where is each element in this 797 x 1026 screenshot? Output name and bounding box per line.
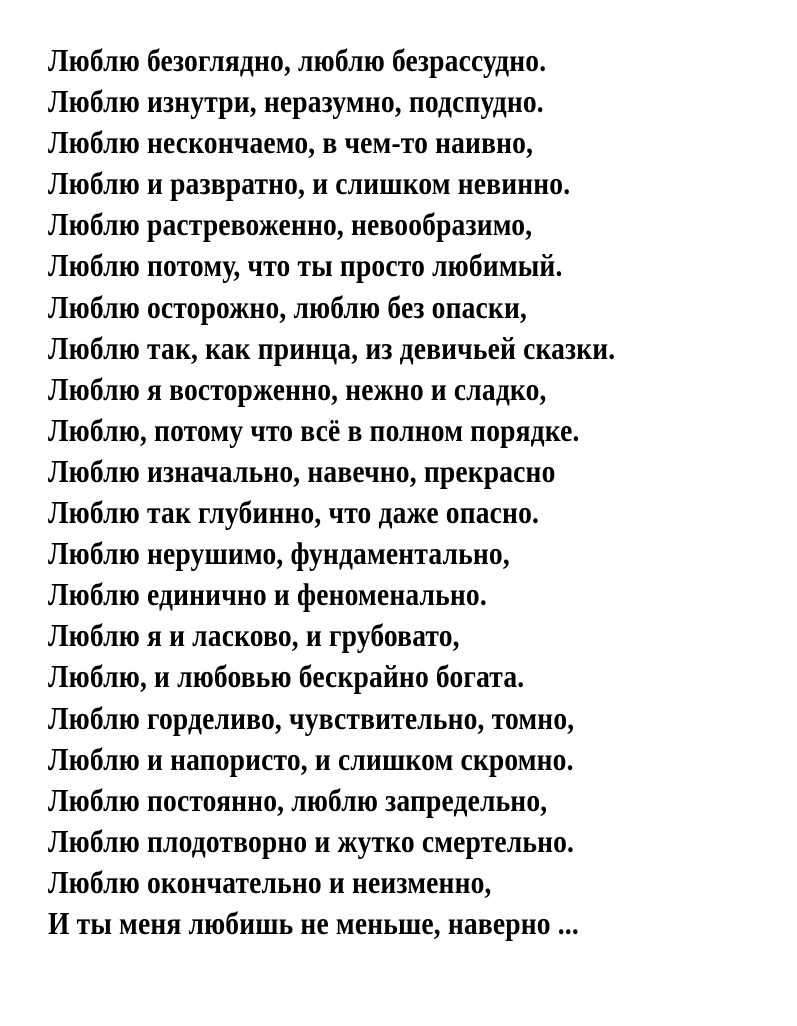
- poem-line: Люблю, потому что всё в полном порядке.: [48, 411, 580, 448]
- poem-line: Люблю изначально, навечно, прекрасно: [48, 452, 556, 489]
- poem-line: Люблю растревоженно, невообразимо,: [48, 206, 533, 243]
- poem-line: Люблю нерушимо, фундаментально,: [48, 535, 510, 572]
- poem-line: Люблю горделиво, чувствительно, томно,: [48, 699, 575, 736]
- poem-line: Люблю и напористо, и слишком скромно.: [48, 740, 574, 777]
- poem-text: [48, 40, 788, 944]
- poem-line: Люблю единично и феноменально.: [48, 576, 487, 613]
- poem-line: Люблю я и ласково, и грубовато,: [48, 617, 460, 654]
- poem-line: Люблю потому, что ты просто любимый.: [48, 247, 563, 284]
- poem-line: И ты меня любишь не меньше, наверно ...: [48, 904, 579, 941]
- poem-line: Люблю так глубинно, что даже опасно.: [48, 494, 540, 531]
- poem-line: Люблю так, как принца, из девичьей сказки.: [48, 329, 616, 366]
- poem-line: Люблю изнутри, неразумно, подспудно.: [48, 83, 544, 120]
- poem-line: Люблю безоглядно, люблю безрассудно.: [48, 42, 547, 78]
- poem-line: Люблю осторожно, люблю без опаски,: [48, 288, 528, 325]
- poem-line: Люблю и развратно, и слишком невинно.: [48, 165, 571, 202]
- poem-line: Люблю я восторженно, нежно и сладко,: [48, 370, 547, 407]
- poem-line: Люблю постоянно, люблю запредельно,: [48, 781, 548, 818]
- poem-line: Люблю окончательно и неизменно,: [48, 863, 492, 900]
- poem-line: Люблю нескончаемо, в чем-то наивно,: [48, 124, 534, 161]
- poem-line: Люблю плодотворно и жутко смертельно.: [48, 822, 575, 859]
- poem-line: Люблю, и любовью бескрайно богата.: [48, 658, 525, 695]
